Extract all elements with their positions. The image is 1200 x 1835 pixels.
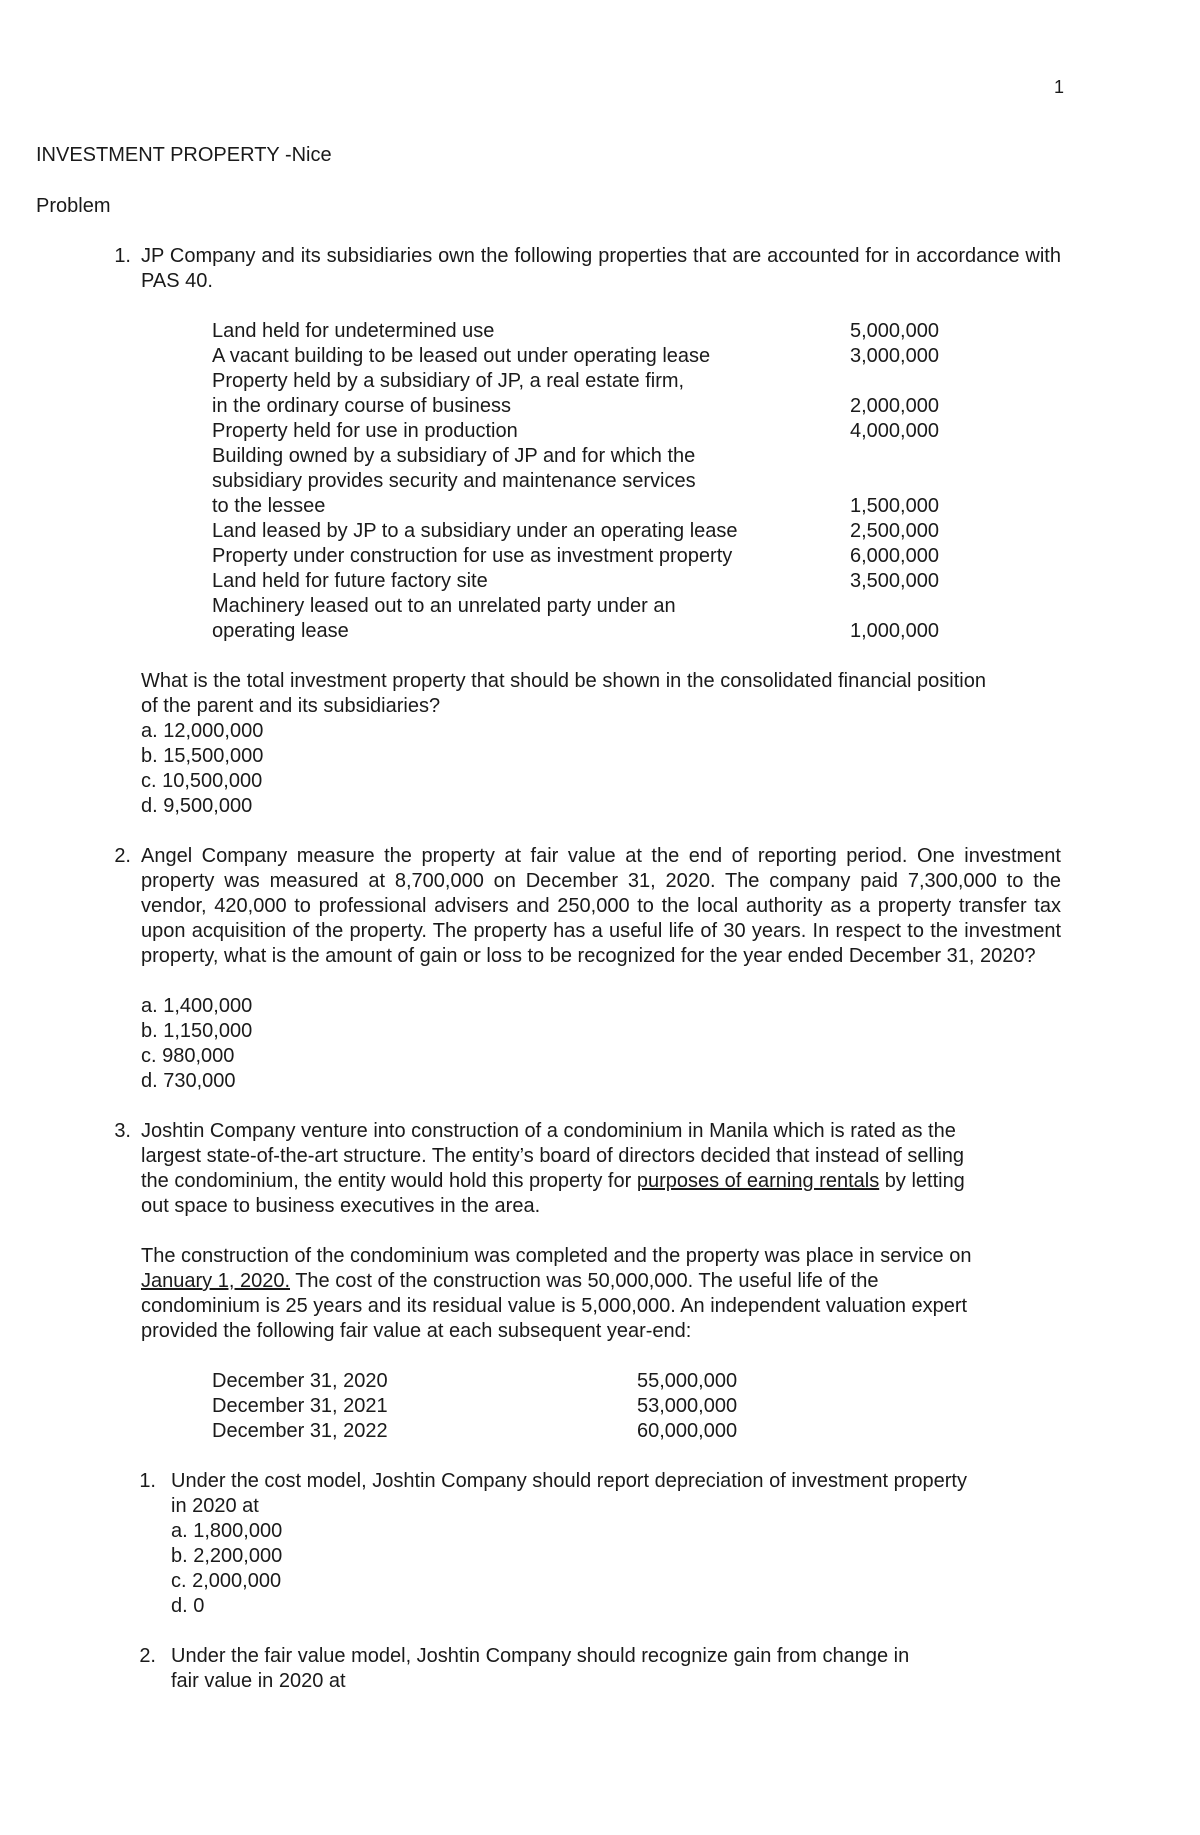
subquestion-1-option-c: c. 2,000,000: [171, 1570, 282, 1592]
question-3-para2-line4: provided the following fair value at each subsequent year-end:: [141, 1320, 692, 1342]
table-row: [212, 1394, 772, 1419]
table-row: [212, 519, 1012, 544]
row-date: December 31, 2020: [212, 1370, 388, 1392]
row-amount: 1,500,000: [850, 495, 939, 517]
question-1-text: JP Company and its subsidiaries own the following properties that are accounted for in accordance with PAS 40.: [141, 245, 1061, 292]
underlined-date: January 1, 2020.: [141, 1270, 290, 1292]
table-row: [212, 619, 1012, 644]
table-row: [212, 369, 1012, 394]
text-segment: the condominium, the entity would hold this property for: [141, 1170, 637, 1192]
table-row: [212, 1419, 772, 1444]
question-3-para1-line4: out space to business executives in the area.: [141, 1195, 541, 1217]
text-segment: by letting: [879, 1170, 965, 1192]
subquestion-1-line2: in 2020 at: [171, 1495, 259, 1517]
question-2-text: Angel Company measure the property at fair value at the end of reporting period. One investment property was measured at 8,700,000 on December 31, 2020. The company paid 7,300,000 to the vendor, 420,000 to professional advisers and 250,000 to the local authority as a property transfer tax upon acquisition of the property. The property has a useful life of 30 years. In respect to the investment property, what is the amount of gain or loss to be recognized for the year ended December 31, 2020?: [141, 845, 1061, 967]
row-value: 60,000,000: [637, 1420, 738, 1442]
question-3-para1-line1: Joshtin Company venture into construction of a condominium in Manila which is rated as the: [141, 1120, 956, 1142]
question-1-option-d: d. 9,500,000: [141, 795, 253, 817]
row-label: Land leased by JP to a subsidiary under an operating lease: [212, 520, 738, 542]
subquestion-1-option-a: a. 1,800,000: [171, 1520, 283, 1542]
table-row: [212, 319, 1012, 344]
table-row: [212, 419, 1012, 444]
subquestion-2-number: 2.: [139, 1645, 156, 1667]
table-row: [212, 544, 1012, 569]
row-label: Building owned by a subsidiary of JP and for which the: [212, 445, 696, 467]
row-label: Land held for undetermined use: [212, 320, 495, 342]
subquestion-2-line2: fair value in 2020 at: [171, 1670, 346, 1692]
question-1-number: 1.: [114, 245, 131, 267]
row-label: Property held by a subsidiary of JP, a real estate firm,: [212, 370, 685, 392]
row-date: December 31, 2021: [212, 1395, 388, 1417]
question-2-number: 2.: [114, 845, 131, 867]
table-row: [212, 594, 1012, 619]
row-label: in the ordinary course of business: [212, 395, 512, 417]
question-1-prompt-line2: of the parent and its subsidiaries?: [141, 695, 441, 717]
row-amount: 5,000,000: [850, 320, 939, 342]
question-2-option-d: d. 730,000: [141, 1070, 236, 1092]
table-row: [212, 494, 1012, 519]
row-label: Property under construction for use as investment property: [212, 545, 733, 567]
row-amount: 6,000,000: [850, 545, 939, 567]
question-3-para2-line1: The construction of the condominium was completed and the property was place in service on: [141, 1245, 972, 1267]
question-3-para1-line3: [141, 1169, 965, 1194]
row-amount: 3,000,000: [850, 345, 939, 367]
question-3-number: 3.: [114, 1120, 131, 1142]
row-amount: 2,500,000: [850, 520, 939, 542]
row-value: 53,000,000: [637, 1395, 738, 1417]
question-1-option-c: c. 10,500,000: [141, 770, 263, 792]
subquestion-1-line1: Under the cost model, Joshtin Company should report depreciation of investment property: [171, 1470, 967, 1492]
text-segment: The cost of the construction was 50,000,000. The useful life of the: [290, 1270, 879, 1292]
table-row: [212, 1369, 772, 1394]
subquestion-2-line1: Under the fair value model, Joshtin Company should recognize gain from change in: [171, 1645, 910, 1667]
row-amount: 2,000,000: [850, 395, 939, 417]
question-1-prompt-line1: What is the total investment property that should be shown in the consolidated financial position: [141, 670, 986, 692]
subquestion-1-number: 1.: [139, 1470, 156, 1492]
row-label: operating lease: [212, 620, 349, 642]
row-label: to the lessee: [212, 495, 326, 517]
question-2-option-a: a. 1,400,000: [141, 995, 253, 1017]
document-title: INVESTMENT PROPERTY -Nice: [36, 144, 332, 166]
question-3-para1-line2: largest state-of-the-art structure. The entity’s board of directors decided that instead of selling: [141, 1145, 965, 1167]
table-row: [212, 569, 1012, 594]
table-row: [212, 394, 1012, 419]
table-row: [212, 344, 1012, 369]
row-date: December 31, 2022: [212, 1420, 388, 1442]
question-3-para2-line3: condominium is 25 years and its residual value is 5,000,000. An independent valuation expert: [141, 1295, 968, 1317]
row-label: Property held for use in production: [212, 420, 518, 442]
section-label: Problem: [36, 195, 111, 217]
subquestion-1-option-d: d. 0: [171, 1595, 205, 1617]
page-number: 1: [1054, 77, 1065, 97]
table-row: [212, 469, 1012, 494]
subquestion-1-option-b: b. 2,200,000: [171, 1545, 283, 1567]
question-2-option-b: b. 1,150,000: [141, 1020, 253, 1042]
row-value: 55,000,000: [637, 1370, 738, 1392]
row-label: A vacant building to be leased out under operating lease: [212, 345, 711, 367]
row-label: subsidiary provides security and maintenance services: [212, 470, 696, 492]
row-amount: 3,500,000: [850, 570, 939, 592]
question-2-option-c: c. 980,000: [141, 1045, 235, 1067]
table-row: [212, 444, 1012, 469]
question-1-option-a: a. 12,000,000: [141, 720, 264, 742]
row-label: Machinery leased out to an unrelated party under an: [212, 595, 676, 617]
row-amount: 4,000,000: [850, 420, 939, 442]
row-amount: 1,000,000: [850, 620, 939, 642]
question-3-para2-line2: [141, 1269, 879, 1294]
row-label: Land held for future factory site: [212, 570, 488, 592]
question-1-option-b: b. 15,500,000: [141, 745, 264, 767]
underlined-phrase: purposes of earning rentals: [636, 1170, 880, 1192]
